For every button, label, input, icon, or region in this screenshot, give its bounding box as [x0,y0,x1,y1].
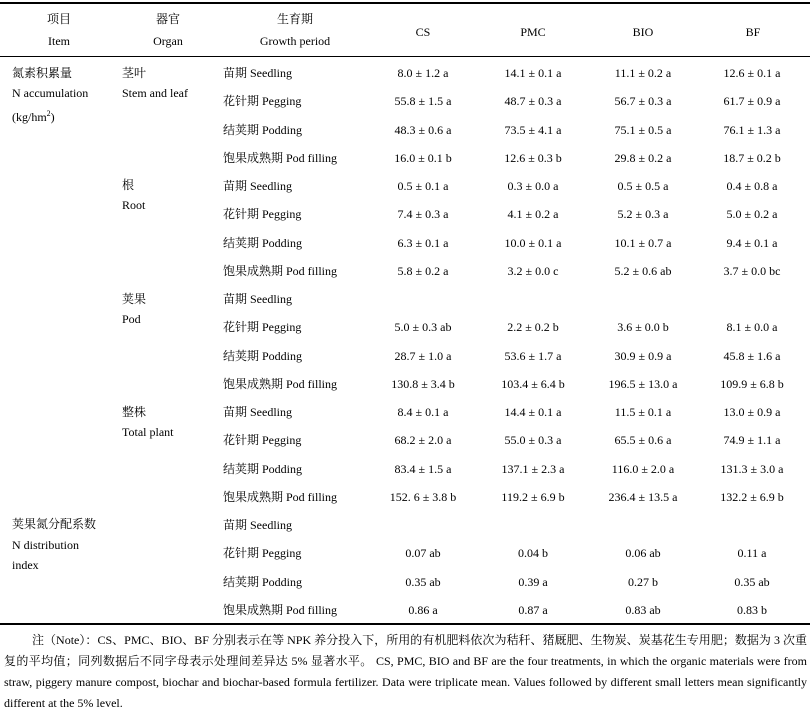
value-cell: 48.7 ± 0.3 a [504,94,562,109]
organ-label-en: Pod [122,312,141,326]
value-cell: 11.1 ± 0.2 a [614,66,672,80]
footnote-text: 注（Note）：CS、PMC、BIO、BF 分别表示在等 NPK 养分投入下，所用的有机肥料依次为秸秆、猪厩肥、生物炭、炭基花生专用肥；数据为 3 次重复的平均值；同列数据后不同字母表示处理间差异达 5% 显著水平。 CS, PMC, BIO and BF are the four treatments, in which the organic materials were from straw, piggery manure compost, biochar and biochar-based formula fertilizer. Data were triplicate mean. Values followed by different small letters mean significantly different at the 5% level. [4,633,807,710]
value-cell: 68.2 ± 2.0 a [394,433,452,448]
organ-label-cn: 整株 [122,405,147,419]
value-cell: 109.9 ± 6.8 b [720,376,784,391]
value-cell: 2.2 ± 0.2 b [507,320,559,335]
value-cell: 116.0 ± 2.0 a [611,461,675,476]
value-cell: 0.5 ± 0.5 a [617,179,669,193]
header-organ-cn: 器官 [155,12,180,26]
value-cell: 55.0 ± 0.3 a [504,433,562,448]
growth-period-cell: 结荚期 Podding [223,348,303,363]
value-cell: 132.2 ± 6.9 b [720,489,784,504]
value-cell: 61.7 ± 0.9 a [723,94,781,109]
value-cell: 103.4 ± 6.4 b [501,376,565,391]
growth-period-cell: 饱果成熟期 Pod filling [223,376,338,391]
value-cell: 73.5 ± 4.1 a [504,122,562,137]
value-cell: 14.4 ± 0.1 a [504,405,562,419]
growth-period-cell: 苗期 Seedling [223,405,292,419]
value-cell: 0.4 ± 0.8 a [726,179,778,193]
value-cell: 5.0 ± 0.2 a [726,207,778,222]
header-rule [0,56,810,57]
value-cell: 137.1 ± 2.3 a [501,461,565,476]
growth-period-cell: 饱果成熟期 Pod filling [223,489,338,504]
organ-label-en: Root [122,198,146,212]
item-label-unit: $(kg/hm^2)$ [12,109,55,124]
value-cell: 236.4 ± 13.5 a [608,489,678,504]
item-label-en: N accumulation [12,86,89,100]
value-cell: 119.2 ± 6.9 b [501,489,565,504]
item-label-en-2: index [12,558,39,572]
value-cell: 18.7 ± 0.2 b [723,150,781,165]
value-cell: 5.2 ± 0.3 a [617,207,669,222]
value-cell: 0.3 ± 0.0 a [507,179,559,193]
value-cell: 14.1 ± 0.1 a [504,66,562,80]
growth-period-cell: 饱果成熟期 Pod filling [223,602,338,617]
value-cell: 7.4 ± 0.3 a [397,207,449,222]
value-cell: 0.83 b [737,602,767,617]
value-cell: 10.1 ± 0.7 a [614,235,672,250]
header-period-en: Growth period [259,34,331,48]
value-cell: 3.6 ± 0.0 b [617,320,669,335]
value-cell: 6.3 ± 0.1 a [397,235,449,250]
growth-period-cell: 花针期 Pegging [223,433,302,448]
organ-label-cn: 根 [122,178,135,192]
value-cell: 3.7 ± 0.0 bc [723,263,781,278]
growth-period-cell: 结荚期 Podding [223,461,303,476]
value-cell: 0.07 ab [405,546,441,561]
value-cell: 4.1 ± 0.2 a [507,207,559,222]
organ-label-en: Total plant [122,425,174,439]
value-cell: 0.39 a [518,574,548,589]
growth-period-cell: 苗期 Seedling [223,66,292,80]
growth-period-cell: 结荚期 Podding [223,122,303,137]
value-cell: 131.3 ± 3.0 a [720,461,784,476]
header-organ-en: Organ [153,34,183,48]
value-cell: 30.9 ± 0.9 a [614,348,672,363]
value-cell: 74.9 ± 1.1 a [723,433,781,448]
organ-label-cn: 荚果 [122,292,147,306]
value-cell: 9.4 ± 0.1 a [726,235,778,250]
growth-period-cell: 花针期 Pegging [223,207,302,222]
growth-period-cell: 花针期 Pegging [223,546,302,561]
value-cell: 55.8 ± 1.5 a [394,94,452,109]
value-cell: 5.8 ± 0.2 a [397,263,449,278]
value-cell: 10.0 ± 0.1 a [504,235,562,250]
value-cell: 53.6 ± 1.7 a [504,348,562,363]
header-treatment-cs: CS [415,25,431,39]
growth-period-cell: 花针期 Pegging [223,320,302,335]
growth-period-cell: 饱果成熟期 Pod filling [223,263,338,278]
header-treatment-pmc: PMC [520,25,546,39]
value-cell: 0.04 b [518,546,548,561]
value-cell: 29.8 ± 0.2 a [614,150,672,165]
value-cell: 5.0 ± 0.3 ab [394,320,452,335]
growth-period-cell: 苗期 Seedling [223,179,292,193]
value-cell: 0.5 ± 0.1 a [397,179,449,193]
header-item-en: Item [48,34,70,48]
value-cell: 16.0 ± 0.1 b [394,150,452,165]
value-cell: 0.35 ab [405,574,441,589]
growth-period-cell: 结荚期 Podding [223,235,303,250]
item-label-cn: 荚果氮分配系数 [12,517,97,531]
header-period-cn: 生育期 [276,12,313,26]
value-cell: 11.5 ± 0.1 a [614,405,672,419]
header-item-cn: 项目 [46,12,71,26]
item-label-en: N distribution [12,538,80,552]
value-cell: 0.27 b [628,574,658,589]
value-cell: 13.0 ± 0.9 a [723,405,781,419]
value-cell: 0.06 ab [625,546,661,561]
top-rule [0,2,810,4]
value-cell: 45.8 ± 1.6 a [723,348,781,363]
organ-label-cn: 茎叶 [122,66,147,80]
item-label-cn: 氮素积累量 [12,66,73,80]
value-cell: 28.7 ± 1.0 a [394,348,452,363]
growth-period-cell: 饱果成熟期 Pod filling [223,150,338,165]
growth-period-cell: 苗期 Seedling [223,292,292,306]
growth-period-cell: 结荚期 Podding [223,574,303,589]
value-cell: 8.1 ± 0.0 a [726,320,778,335]
bottom-rule [0,623,810,625]
table-footnote [4,630,807,714]
value-cell: 0.35 ab [734,574,770,589]
value-cell: 5.2 ± 0.6 ab [614,263,672,278]
value-cell: 3.2 ± 0.0 c [507,263,559,278]
organ-label-en: Stem and leaf [122,86,188,100]
value-cell: 0.87 a [518,602,548,617]
value-cell: 196.5 ± 13.0 a [608,376,678,391]
header-treatment-bio: BIO [632,25,654,39]
value-cell: 12.6 ± 0.1 a [723,66,781,80]
value-cell: 0.83 ab [625,602,661,617]
value-cell: 65.5 ± 0.6 a [614,433,672,448]
value-cell: 83.4 ± 1.5 a [394,461,452,476]
value-cell: 12.6 ± 0.3 b [504,150,562,165]
value-cell: 48.3 ± 0.6 a [394,122,452,137]
value-cell: 0.11 a [737,546,767,561]
value-cell: 130.8 ± 3.4 b [391,376,455,391]
value-cell: 0.86 a [408,602,438,617]
growth-period-cell: 苗期 Seedling [223,518,292,532]
value-cell: 56.7 ± 0.3 a [614,94,672,109]
value-cell: 76.1 ± 1.3 a [723,122,781,137]
growth-period-cell: 花针期 Pegging [223,94,302,109]
value-cell: 8.0 ± 1.2 a [397,66,449,80]
value-cell: 152. 6 ± 3.8 b [389,489,457,504]
value-cell: 75.1 ± 0.5 a [614,122,672,137]
value-cell: 8.4 ± 0.1 a [397,405,449,419]
header-treatment-bf: BF [745,25,761,39]
